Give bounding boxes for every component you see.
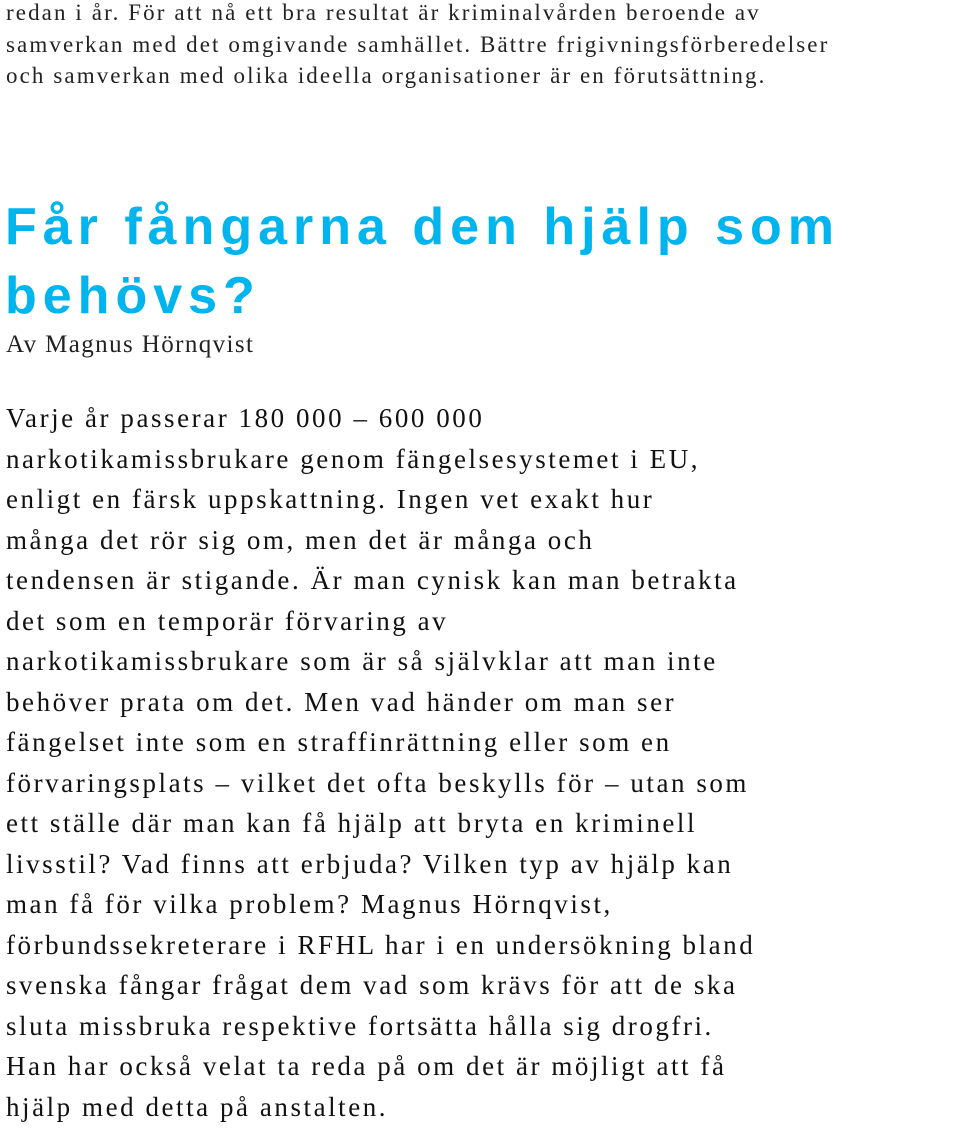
body-line: behöver prata om det. Men vad händer om man ser	[6, 687, 677, 717]
body-line: det som en temporär förvaring av	[6, 606, 449, 636]
body-line: förvaringsplats – vilket det ofta beskylls för – utan som	[6, 768, 749, 798]
intro-line: redan i år. För att nå ett bra resultat är kriminalvården beroende av	[6, 0, 761, 25]
intro-line: och samverkan med olika ideella organisationer är en förutsättning.	[6, 63, 767, 88]
body-line: enligt en färsk uppskattning. Ingen vet exakt hur	[6, 484, 655, 514]
body-line: livsstil? Vad finns att erbjuda? Vilken typ av hjälp kan	[6, 849, 734, 879]
body-line: Han har också velat ta reda på om det är möjligt att få	[6, 1051, 727, 1081]
body-line: man få för vilka problem? Magnus Hörnqvist,	[6, 889, 613, 919]
body-line: Varje år passerar 180 000 – 600 000	[6, 403, 485, 433]
intro-line: samverkan med det omgivande samhället. Bättre frigivningsförberedelser	[6, 32, 830, 57]
body-line: många det rör sig om, men det är många och	[6, 525, 595, 555]
body-line: hjälp med detta på anstalten.	[6, 1092, 389, 1122]
body-line: ett ställe där man kan få hjälp att bryta en kriminell	[6, 808, 698, 838]
body-line: svenska fångar frågat dem vad som krävs för att de ska	[6, 970, 738, 1000]
body-line: narkotikamissbrukare genom fängelsesystemet i EU,	[6, 444, 701, 474]
body-line: tendensen är stigande. Är man cynisk kan man betrakta	[6, 565, 739, 595]
body-line: narkotikamissbrukare som är så självklar att man inte	[6, 646, 718, 676]
article-byline: Av Magnus Hörnqvist	[6, 331, 255, 358]
body-line: förbundssekreterare i RFHL har i en undersökning bland	[6, 930, 756, 960]
body-line: fängelset inte som en straffinrättning eller som en	[6, 727, 672, 757]
article-title-line: Får fångarna den hjälp som	[5, 198, 841, 256]
article-title-line: behövs?	[5, 267, 261, 325]
body-line: sluta missbruka respektive fortsätta hålla sig drogfri.	[6, 1011, 714, 1041]
